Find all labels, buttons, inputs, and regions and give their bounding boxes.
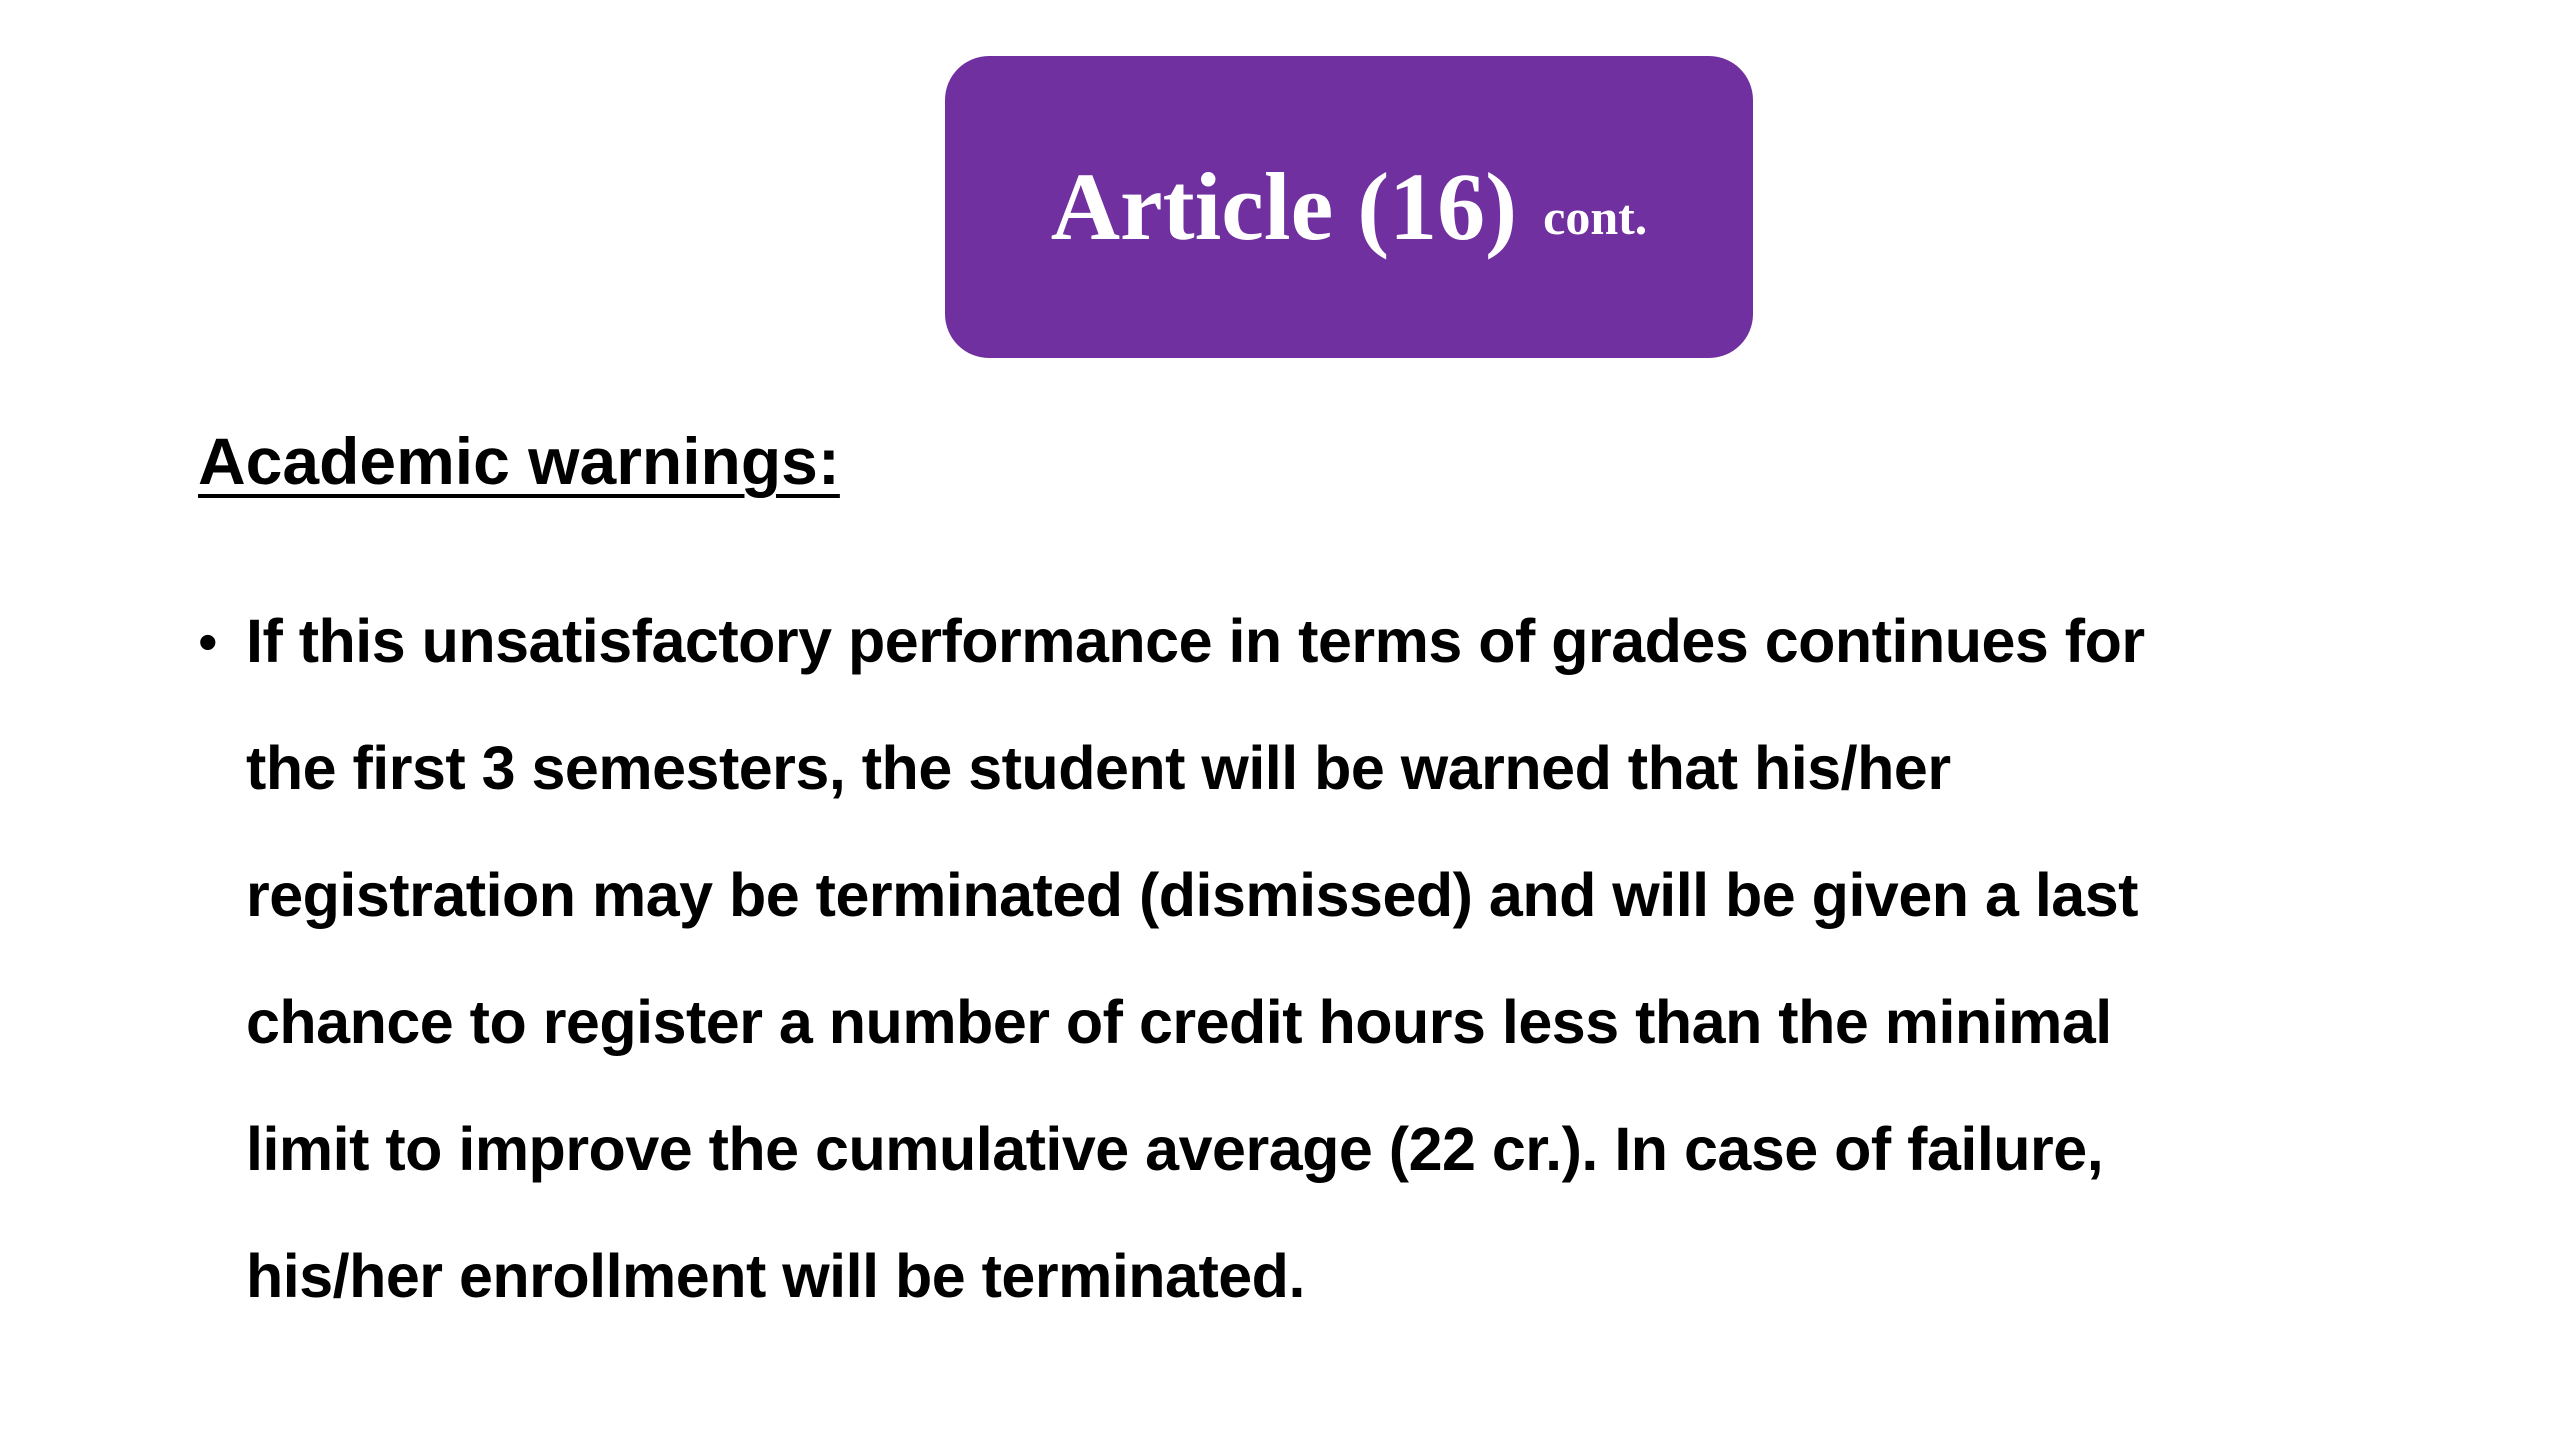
slide-title-suffix: cont. — [1543, 189, 1648, 245]
title-banner — [945, 56, 1753, 358]
bullet-item — [198, 578, 2418, 1340]
bullet-text-line: chance to register a number of credit hours less than the minimal — [246, 988, 2112, 1056]
bullet-text-line: his/her enrollment will be terminated. — [246, 1242, 1305, 1310]
bullet-dot-icon: • — [198, 610, 218, 673]
bullet-text-line: If this unsatisfactory performance in terms of grades continues for — [246, 607, 2145, 675]
slide-title: Article (16) — [1050, 153, 1518, 260]
bullet-text-line: registration may be terminated (dismissed) and will be given a last — [246, 861, 2138, 929]
bullet-text-line: the first 3 semesters, the student will be warned that his/her — [246, 734, 1951, 802]
section-heading: Academic warnings: — [198, 424, 840, 498]
bullet-list — [198, 578, 2418, 1340]
bullet-text-line: limit to improve the cumulative average (22 cr.). In case of failure, — [246, 1115, 2104, 1183]
